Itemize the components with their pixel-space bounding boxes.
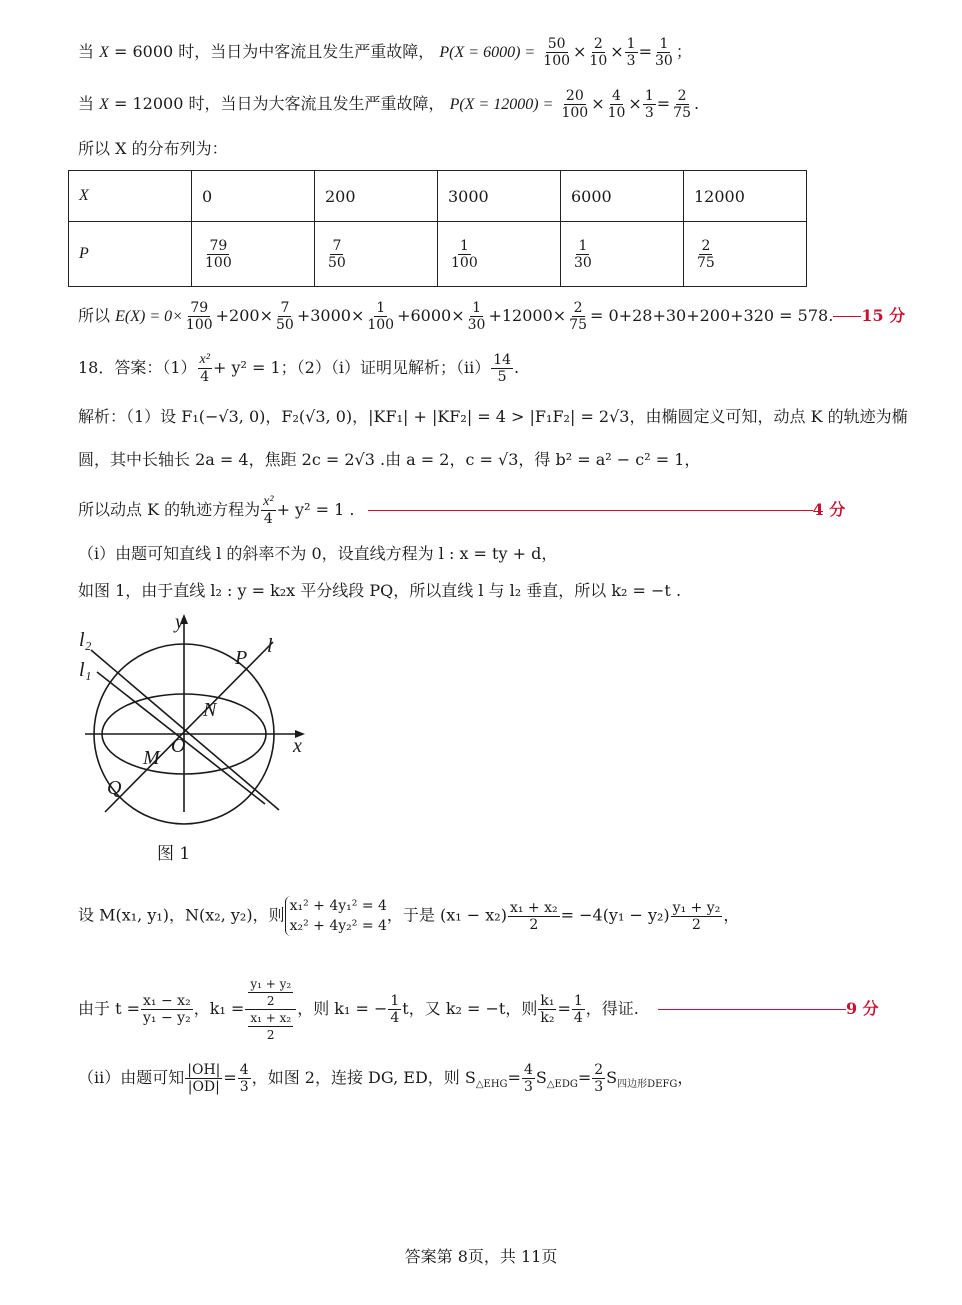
page-footer: 答案第 8页，共 11页	[404, 1247, 558, 1266]
label-l1: l₁	[79, 659, 92, 681]
expectation-line: 所以 E(X) = 0× $\frac{79}{100}$ +200× $\frac{7}{50}$ +3000× $\frac{1}{100}$ +6000× $\frac{1}{30}$ +12000× $\frac{2}{75}$ = 0+28+30+200+320 = 578. 15 分	[78, 300, 906, 333]
label-M: M	[143, 747, 160, 769]
label-Q: Q	[107, 777, 122, 799]
table-header-cell: 3000	[438, 171, 561, 222]
part-i-line-2: 如图 1，由于直线 l₂ : y = k₂x 平分线段 PQ，所以直线 l 与 l₂ 垂直，所以 k₂ = −t .	[78, 581, 682, 600]
fraction: $\frac{2}{75}$	[673, 88, 691, 121]
table-row	[69, 222, 807, 287]
analysis-line-3: 所以动点 K 的轨迹方程为 $\frac{\text{x²}}{4}$ + y² = 1 . 4 分	[78, 494, 846, 527]
table-header-cell: 200	[315, 171, 438, 222]
figure-1-diagram	[75, 612, 315, 874]
label-y: y	[175, 612, 184, 633]
table-cell: $\frac{79}{100}$	[192, 222, 315, 287]
label-l2: l₂	[79, 629, 92, 651]
text-line-1: 当 X = 6000 时，当日为中客流且发生严重故障， P(X = 6000) = $\frac{50}{100}$ × $\frac{2}{10}$ × $\frac{1}{3}$ = $\frac{1}{30}$ ；	[78, 36, 692, 69]
figure-caption: 图 1	[157, 844, 191, 864]
label-l: l	[267, 635, 273, 657]
distribution-table	[68, 170, 807, 287]
table-cell: $\frac{2}{75}$	[684, 222, 807, 287]
table-cell: $\frac{1}{100}$	[438, 222, 561, 287]
analysis-line-1: 解析：（1）设 F₁(−√3, 0)，F₂(√3, 0)，|KF₁| + |KF₂| = 4 > |F₁F₂| = 2√3，由椭圆定义可知，动点 K 的轨迹为椭	[78, 407, 908, 426]
score-badge: 15 分	[861, 306, 906, 325]
score-badge: 9 分	[845, 999, 879, 1018]
label-O: O	[171, 735, 186, 757]
fraction: $\frac{1}{30}$	[654, 36, 673, 69]
fraction: $\frac{4}{10}$	[607, 88, 626, 121]
label-x: x	[293, 735, 302, 757]
table-header-cell: X	[69, 171, 192, 222]
fraction: $\frac{50}{100}$	[543, 36, 571, 69]
table-cell: P	[69, 222, 192, 287]
table-row	[69, 171, 807, 222]
table-header-cell: 0	[192, 171, 315, 222]
label-P: P	[235, 647, 248, 669]
score-badge: 4 分	[812, 500, 846, 519]
table-cell: $\frac{7}{50}$	[315, 222, 438, 287]
table-header-cell: 6000	[561, 171, 684, 222]
label-N: N	[203, 699, 217, 721]
fraction: $\frac{20}{100}$	[561, 88, 589, 121]
q18-answer: 18．答案：（1） $\frac{\text{x²}}{4}$ + y² = 1；（2）（i）证明见解析；（ii） $\frac{14}{5}$ .	[78, 352, 520, 385]
distribution-intro: 所以 X 的分布列为：	[78, 139, 228, 158]
part-i-line-1: （i）由题可知直线 l 的斜率不为 0，设直线方程为 l : x = ty + d，	[78, 544, 558, 563]
fraction: $\frac{1}{3}$	[644, 88, 654, 121]
fraction: $\frac{1}{3}$	[626, 36, 636, 69]
derivation-line: 由于 t = $\frac{\text{x₁ − x₂}}{\text{y₁ − y₂}}$ ，k₁ = $\frac{\frac{\text{y₁ + y₂}}{2}}{\frac{\text{x₁ + x₂}}{2}}$ ，则 k₁ = − $\frac{1}{4}$ t，又 k₂ = −t，则 $\frac{\text{k₁}}{\text{k₂}}$ = $\frac{1}{4}$ ，得证. 9 分	[78, 977, 879, 1042]
set-mn-line: 设 M(x₁, y₁)，N(x₂, y₂)，则 x₁² + 4y₁² = 4 x₂² + 4y₂² = 4 ，于是 (x₁ − x₂) $\frac{\text{x₁ + x₂}}{2}$ = −4(y₁ − y₂) $\frac{\text{y₁ + y₂}}{2}$ ，	[78, 898, 740, 934]
part-ii-line: （ii）由题可知 $\frac{|OH|}{|OD|}$ = $\frac{4}{3}$ ，如图 2，连接 DG, ED，则 $S_{\triangle EHG}=$ $\frac{4}{3}$ $S_{\triangle EDG}=$ $\frac{2}{3}$ $S_{四边形DEFG}$，	[78, 1062, 694, 1095]
table-header-cell: 12000	[684, 171, 807, 222]
text-line-2: 当 X = 12000 时，当日为大客流且发生严重故障， P(X = 12000) = $\frac{20}{100}$ × $\frac{4}{10}$ × $\frac{1}{3}$ = $\frac{2}{75}$ .	[78, 88, 700, 121]
line-l	[105, 642, 273, 812]
table-cell: $\frac{1}{30}$	[561, 222, 684, 287]
fraction: $\frac{2}{10}$	[589, 36, 608, 69]
analysis-line-2: 圆，其中长轴长 2a = 4，焦距 2c = 2√3 .由 a = 2，c = √3，得 b² = a² − c² = 1，	[78, 450, 701, 469]
equation-system: x₁² + 4y₁² = 4 x₂² + 4y₂² = 4	[285, 896, 387, 936]
